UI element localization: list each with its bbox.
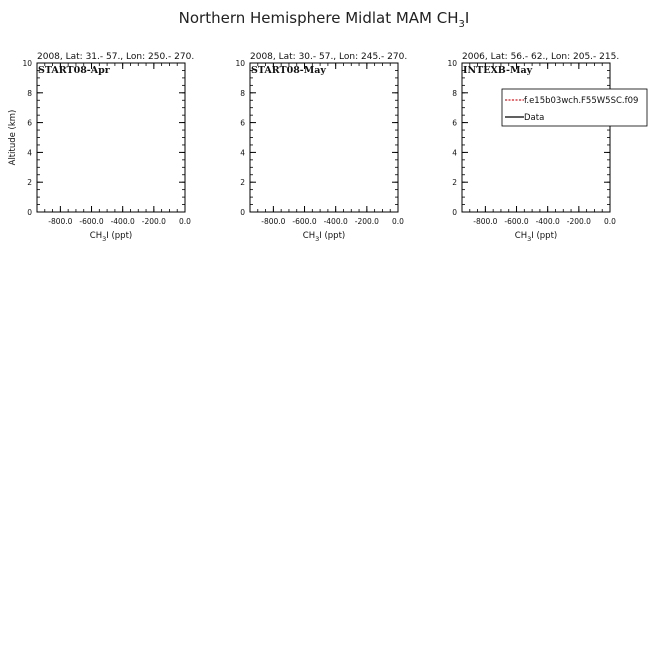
- y-tick-label: 4: [27, 148, 32, 158]
- y-tick-label: 2: [452, 178, 457, 188]
- y-tick-label: 0: [240, 208, 245, 217]
- y-tick-label: 8: [240, 88, 245, 98]
- panel-header: 2008, Lat: 31.- 57., Lon: 250.- 270.: [37, 52, 195, 62]
- x-axis-title-main: CH: [514, 231, 528, 241]
- x-tick-label: -600.0: [504, 217, 529, 226]
- y-tick-label: 10: [22, 59, 32, 68]
- y-tick-label: 8: [27, 88, 32, 98]
- figure-title-subscript: 3: [458, 19, 465, 30]
- y-tick-label: 6: [27, 118, 32, 128]
- x-axis-title-rest: I (ppt): [531, 231, 558, 241]
- figure-title: [179, 9, 470, 30]
- x-tick-label: -400.0: [110, 217, 135, 226]
- x-axis-title-main: CH: [302, 231, 316, 241]
- y-tick-label: 4: [452, 148, 457, 158]
- figure-title-suffix: I: [464, 9, 470, 27]
- y-tick-label: 4: [240, 148, 245, 158]
- x-axis-title-subscript: 3: [315, 235, 320, 243]
- x-axis-title-rest: I (ppt): [106, 231, 133, 241]
- x-tick-label: -800.0: [261, 217, 286, 226]
- legend: [502, 89, 647, 126]
- y-tick-label: 6: [452, 118, 457, 128]
- y-tick-label: 6: [240, 118, 245, 128]
- y-tick-label: 2: [27, 178, 32, 188]
- x-tick-label: -400.0: [323, 217, 348, 226]
- x-tick-label: -800.0: [48, 217, 73, 226]
- panel-label: INTEXB-May: [463, 65, 533, 76]
- y-tick-label: 10: [447, 59, 457, 68]
- x-axis-title-subscript: 3: [102, 235, 107, 243]
- legend-label: Data: [524, 113, 545, 123]
- panel-label: START08-May: [251, 65, 326, 76]
- panel-header: 2008, Lat: 30.- 57., Lon: 245.- 270.: [250, 52, 408, 62]
- x-axis-title-rest: I (ppt): [319, 231, 346, 241]
- x-tick-label: 0.0: [179, 217, 191, 226]
- x-tick-label: -800.0: [473, 217, 498, 226]
- x-tick-label: -200.0: [566, 217, 591, 226]
- x-tick-label: -400.0: [535, 217, 560, 226]
- legend-label: f.e15b03wch.F55W5SC.f09: [524, 96, 639, 106]
- x-tick-label: 0.0: [604, 217, 616, 226]
- x-axis-title-subscript: 3: [527, 235, 532, 243]
- x-tick-label: -200.0: [354, 217, 379, 226]
- x-tick-label: -200.0: [141, 217, 166, 226]
- y-tick-label: 10: [235, 59, 245, 68]
- y-tick-label: 0: [452, 208, 457, 217]
- x-tick-label: -600.0: [79, 217, 104, 226]
- x-tick-label: 0.0: [392, 217, 404, 226]
- panel-label: START08-Apr: [38, 65, 110, 76]
- x-tick-label: -600.0: [292, 217, 317, 226]
- y-tick-label: 0: [27, 208, 32, 217]
- y-tick-label: 8: [452, 88, 457, 98]
- y-axis-title: Altitude (km): [8, 109, 18, 166]
- figure-title-main: Northern Hemisphere Midlat MAM CH: [178, 9, 459, 27]
- x-axis-title-main: CH: [89, 231, 103, 241]
- y-tick-label: 2: [240, 178, 245, 188]
- panel-header: 2006, Lat: 56.- 62., Lon: 205.- 215.: [462, 52, 620, 62]
